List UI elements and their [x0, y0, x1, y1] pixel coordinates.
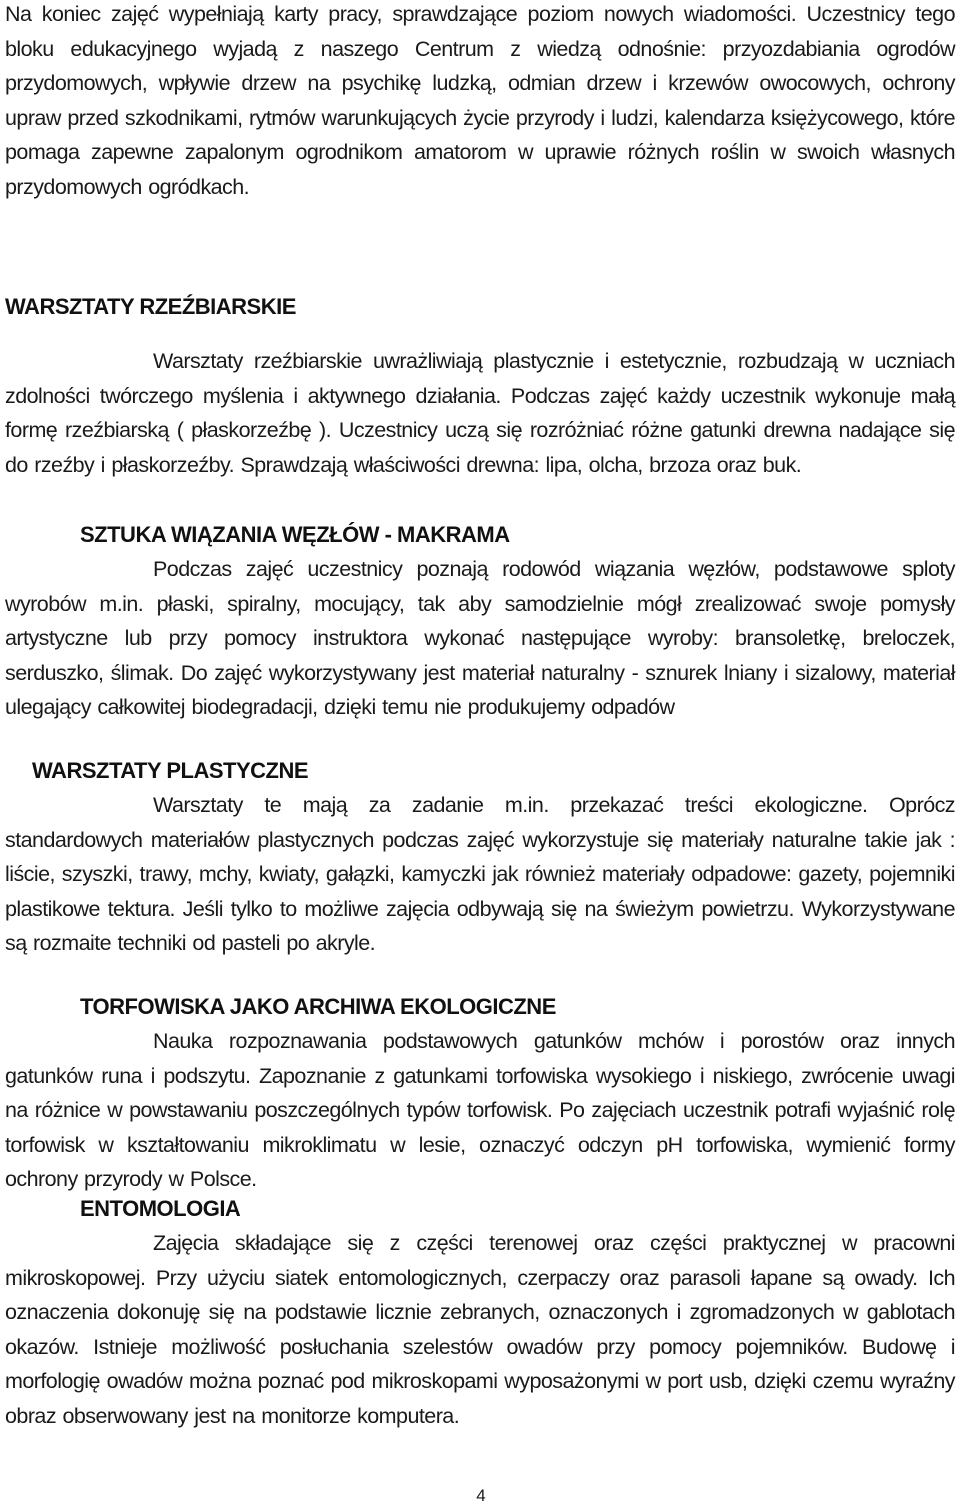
section-paragraph-makrama: Podczas zajęć uczestnicy poznają rodowód wiązania węzłów, podstawowe sploty wyrobów m.in. płaski, spiralny, mocujący, tak aby samodzielnie mógł zrealizować swoje pomysły artystyczne lub przy pomocy instruktora wykonać następujące wyroby: bransoletkę, breloczek, serduszko, ślimak. Do zajęć wykorzystywany jest materiał naturalny - sznurek lniany i sizalowy, materiał ulegający całkowitej biodegradacji, dzięki temu nie produkujemy odpadów	[5, 557, 955, 719]
section-heading-makrama: SZTUKA WIĄZANIA WĘZŁÓW - MAKRAMA	[80, 522, 510, 547]
page-number	[0, 1486, 960, 1506]
page-number-label: 4	[476, 1486, 486, 1505]
section-heading-warsztaty-rzezbiarskie: WARSZTATY RZEŹBIARSKIE	[5, 294, 296, 319]
section-heading-torfowiska: TORFOWISKA JAKO ARCHIWA EKOLOGICZNE	[80, 994, 556, 1019]
section-paragraph-warsztaty-plastyczne: Warsztaty te mają za zadanie m.in. przekazać treści ekologiczne. Oprócz standardowych materiałów plastycznych podczas zajęć wykorzystuje się materiały naturalne takie jak : liście, szyszki, trawy, mchy, kwiaty, gałązki, kamyczki jak również materiały odpadowe: gazety, pojemniki plastikowe tektura. Jeśli tylko to możliwe zajęcia odbywają się na świeżym powietrzu. Wykorzystywane są rozmaite techniki od pasteli po akryle.	[5, 793, 955, 955]
section-heading-entomologia: ENTOMOLOGIA	[80, 1196, 241, 1221]
section-paragraph-entomologia: Zajęcia składające się z części terenowej oraz części praktycznej w pracowni mikroskopowej. Przy użyciu siatek entomologicznych, czerpaczy oraz parasoli łapane są owady. Ich oznaczenia dokonuję się na podstawie licznie zebranych, oznaczonych i zgromadzonych w gablotach okazów. Istnieje możliwość posłuchania szelestów owadów przy pomocy pojemników. Budowę i morfologię owadów można poznać pod mikroskopami wyposażonymi w port usb, dzięki czemu wyraźny obraz obserwowany jest na monitorze komputera.	[5, 1231, 955, 1428]
section-paragraph-warsztaty-rzezbiarskie: Warsztaty rzeźbiarskie uwrażliwiają plastycznie i estetycznie, rozbudzają w uczniach zdolności twórczego myślenia i aktywnego działania. Podczas zajęć każdy uczestnik wykonuje małą formę rzeźbiarską ( płaskorzeźbę ). Uczestnicy uczą się rozróżniać różne gatunki drewna nadające się do rzeźby i płaskorzeźby. Sprawdzają właściwości drewna: lipa, olcha, brzoza oraz buk.	[5, 349, 955, 477]
section-heading-warsztaty-plastyczne: WARSZTATY PLASTYCZNE	[32, 758, 308, 783]
section-paragraph-torfowiska: Nauka rozpoznawania podstawowych gatunków mchów i porostów oraz innych gatunków runa i podszytu. Zapoznanie z gatunkami torfowiska wysokiego i niskiego, zwrócenie uwagi na różnice w powstawaniu poszczególnych typów torfowisk. Po zajęciach uczestnik potrafi wyjaśnić rolę torfowisk w kształtowaniu mikroklimatu w lesie, oznaczyć odczyn pH torfowiska, wymienić formy ochrony przyrody w Polsce.	[5, 1029, 955, 1191]
intro-paragraph: Na koniec zajęć wypełniają karty pracy, sprawdzające poziom nowych wiadomości. Uczestnicy tego bloku edukacyjnego wyjadą z naszego Centrum z wiedzą odnośnie: przyozdabiania ogrodów przydomowych, wpływie drzew na psychikę ludzką, odmian drzew i krzewów owocowych, ochrony upraw przed szkodnikami, rytmów warunkujących życie przyrody i ludzi, kalendarza księżycowego, które pomaga zapewne zapalonym ogrodnikom amatorom w uprawie różnych roślin w swoich własnych przydomowych ogródkach.	[5, 2, 955, 199]
